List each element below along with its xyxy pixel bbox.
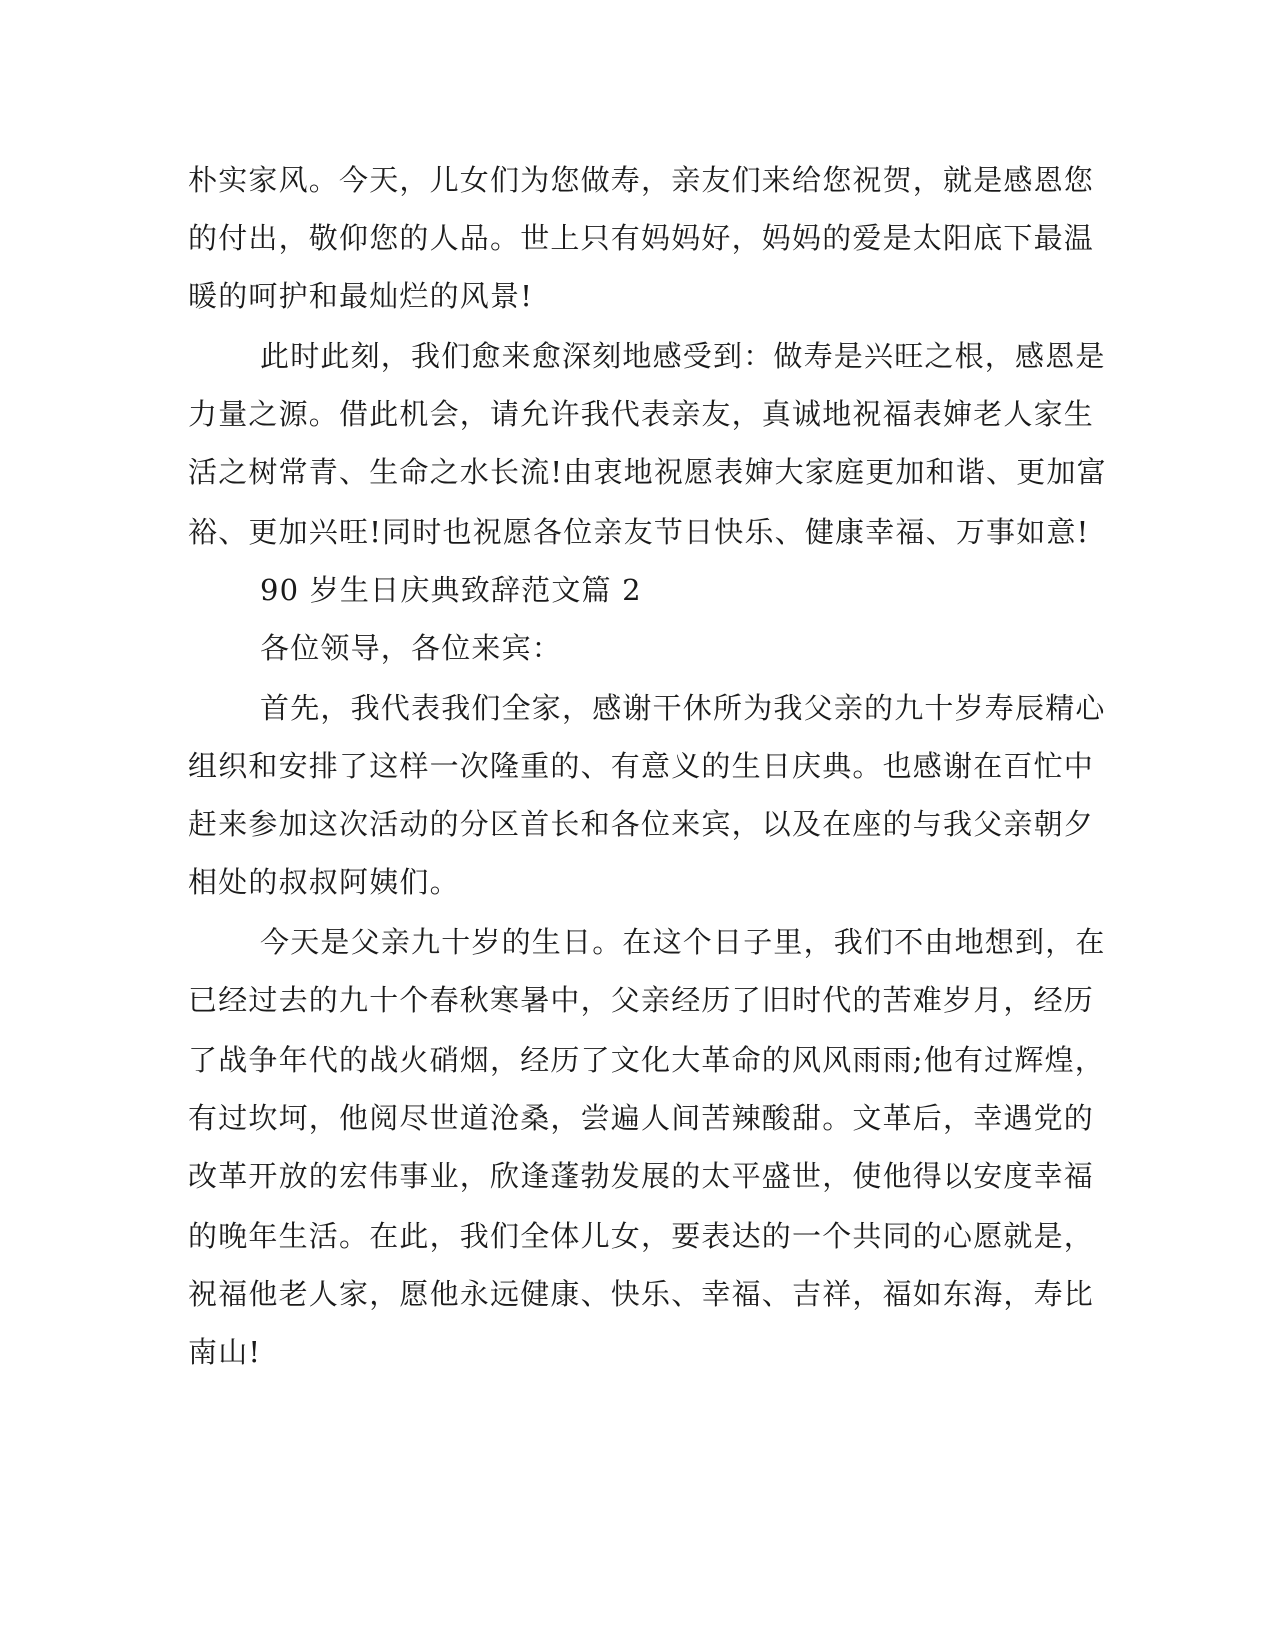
- text-line: 有过坎坷，他阅尽世道沧桑，尝遍人间苦辣酸甜。文革后，幸遇党的: [188, 1101, 1095, 1135]
- paragraph-start: 首先，我代表我们全家，感谢干休所为我父亲的九十岁寿辰精心: [260, 691, 1106, 725]
- text-line: 朴实家风。今天，儿女们为您做寿，亲友们来给您祝贺，就是感恩您: [188, 163, 1095, 197]
- text-line: 活之树常青、生命之水长流!由衷地祝愿表婶大家庭更加和谐、更加富: [188, 455, 1107, 489]
- paragraph-start: 此时此刻，我们愈来愈深刻地感受到：做寿是兴旺之根，感恩是: [260, 339, 1106, 373]
- text-line: 南山!: [188, 1335, 262, 1369]
- text-line: 力量之源。借此机会，请允许我代表亲友，真诚地祝福表婶老人家生: [188, 397, 1095, 431]
- section-heading: 90 岁生日庆典致辞范文篇 2: [260, 573, 642, 607]
- text-line: 裕、更加兴旺!同时也祝愿各位亲友节日快乐、健康幸福、万事如意!: [188, 515, 1090, 549]
- text-line: 暖的呵护和最灿烂的风景!: [188, 279, 534, 313]
- text-line: 的晚年生活。在此，我们全体儿女，要表达的一个共同的心愿就是，: [188, 1219, 1095, 1253]
- text-line: 组织和安排了这样一次隆重的、有意义的生日庆典。也感谢在百忙中: [188, 749, 1095, 783]
- text-line: 的付出，敬仰您的人品。世上只有妈妈好，妈妈的爱是太阳底下最温: [188, 221, 1095, 255]
- text-line: 改革开放的宏伟事业，欣逢蓬勃发展的太平盛世，使他得以安度幸福: [188, 1159, 1095, 1193]
- salutation: 各位领导，各位来宾：: [260, 631, 563, 665]
- text-line: 已经过去的九十个春秋寒暑中，父亲经历了旧时代的苦难岁月，经历: [188, 983, 1095, 1017]
- text-line: 相处的叔叔阿姨们。: [188, 865, 460, 899]
- text-line: 祝福他老人家，愿他永远健康、快乐、幸福、吉祥，福如东海，寿比: [188, 1277, 1095, 1311]
- text-line: 赶来参加这次活动的分区首长和各位来宾，以及在座的与我父亲朝夕: [188, 807, 1095, 841]
- text-line: 了战争年代的战火硝烟，经历了文化大革命的风风雨雨;他有过辉煌，: [188, 1043, 1105, 1077]
- paragraph-start: 今天是父亲九十岁的生日。在这个日子里，我们不由地想到，在: [260, 925, 1106, 959]
